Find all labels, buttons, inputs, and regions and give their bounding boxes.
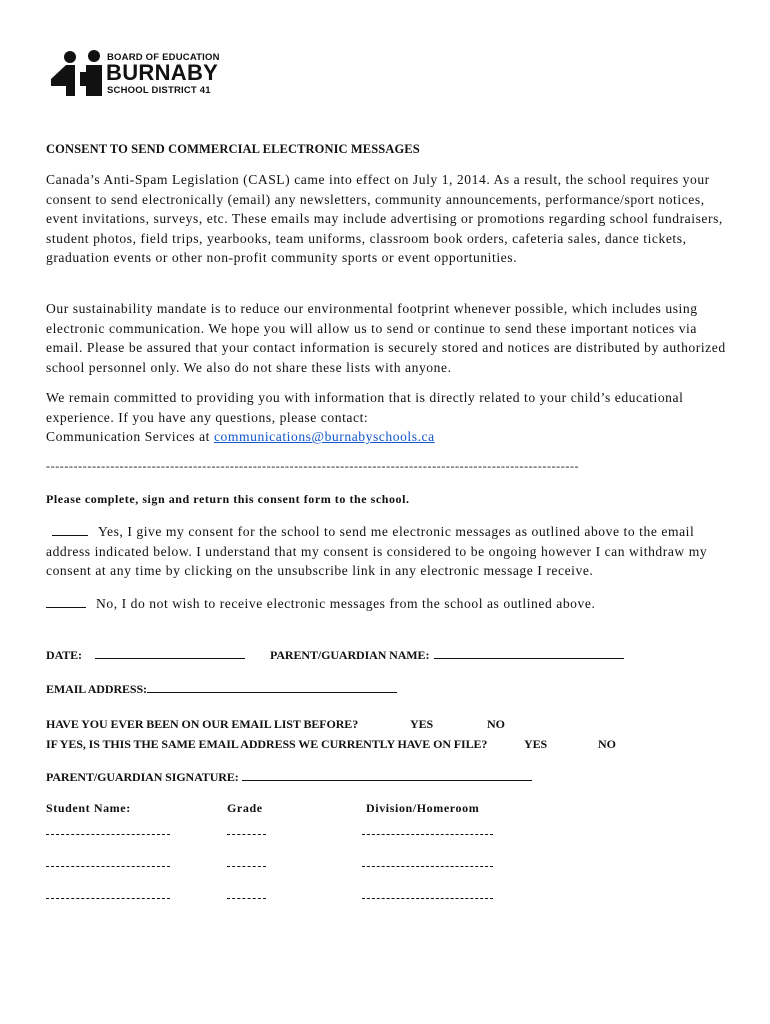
grade-line[interactable]: [227, 898, 266, 899]
date-field: [46, 648, 245, 663]
email-input-line[interactable]: [147, 682, 397, 693]
q1-no-option[interactable]: NO: [487, 717, 505, 731]
logo-board-text: BOARD OF EDUCATION: [107, 52, 220, 63]
consent-no-option: [46, 594, 736, 614]
page-title: CONSENT TO SEND COMMERCIAL ELECTRONIC MESSAGES: [46, 142, 420, 156]
division-line[interactable]: [362, 866, 493, 867]
signature-label: PARENT/GUARDIAN SIGNATURE:: [46, 770, 239, 784]
q2-yes-option[interactable]: YES: [524, 737, 548, 751]
paragraph-sustainability: Our sustainability mandate is to reduce our environmental footprint whenever possible, which includes using electronic communication. We hope you will allow us to send or continue to send these important notices via email. Please be assured that your contact information is securely stored and notices are distributed by authorized school personnel only. We also do not share these lists with anyone.: [46, 301, 726, 375]
division-line[interactable]: [362, 898, 493, 899]
logo-district-text: SCHOOL DISTRICT 41: [107, 85, 211, 96]
guardian-name-label: PARENT/GUARDIAN NAME:: [270, 648, 430, 662]
q2-no-option[interactable]: NO: [598, 737, 616, 751]
signature-field: [46, 770, 532, 785]
guardian-name-field: [270, 648, 624, 663]
paragraph-casl: Canada’s Anti-Spam Legislation (CASL) came into effect on July 1, 2014. As a result, the school requires your consent to send electronically (email) any newsletters, community announcements, performance/sport notices, event invitations, surveys, etc. These emails may include advertising or promotions regarding school fundraisers, student photos, field trips, yearbooks, team uniforms, classroom book orders, cafeteria sales, dance tickets, graduation events or other non-profit community sports or event opportunities.: [46, 172, 723, 265]
student-name-line[interactable]: [46, 898, 170, 899]
grade-line[interactable]: [227, 866, 266, 867]
student-name-line[interactable]: [46, 866, 170, 867]
date-label: DATE:: [46, 648, 82, 662]
paragraph-contact: [46, 388, 736, 447]
division-header: Division/Homeroom: [366, 801, 480, 815]
consent-yes-option: [46, 522, 736, 581]
consent-yes-blank[interactable]: [52, 523, 88, 536]
consent-no-blank[interactable]: [46, 595, 86, 608]
question-same-email: IF YES, IS THIS THE SAME EMAIL ADDRESS WE CURRENTLY HAVE ON FILE?: [46, 737, 488, 751]
paragraph-contact-text: We remain committed to providing you with information that is directly related to your child’s educational experience. If you have any questions, please contact:: [46, 390, 684, 425]
instruction-text: Please complete, sign and return this consent form to the school.: [46, 492, 410, 506]
logo-figures-icon: [50, 50, 106, 98]
contact-email-link[interactable]: communications@burnabyschools.ca: [213, 429, 435, 444]
grade-line[interactable]: [227, 834, 266, 835]
separator-line: --------------------------------------------------------------------------------------------------------------------: [46, 459, 580, 473]
question-email-list: HAVE YOU EVER BEEN ON OUR EMAIL LIST BEFORE?: [46, 717, 359, 731]
date-input-line[interactable]: [95, 648, 245, 659]
contact-prefix: Communication Services at: [46, 429, 214, 444]
consent-yes-text: Yes, I give my consent for the school to send me electronic messages as outlined above to the email address indicated below. I understand that my consent is considered to be ongoing however I can withdraw my consent at any time by clicking on the unsubscribe link in any electronic message I receive.: [46, 524, 708, 578]
q1-yes-option[interactable]: YES: [410, 717, 434, 731]
student-name-line[interactable]: [46, 834, 170, 835]
guardian-name-input-line[interactable]: [434, 648, 624, 659]
consent-no-text: No, I do not wish to receive electronic messages from the school as outlined above.: [96, 596, 596, 611]
division-line[interactable]: [362, 834, 493, 835]
email-field: [46, 682, 397, 697]
district-logo: [50, 50, 220, 100]
logo-burnaby-text: BURNABY: [106, 60, 219, 85]
email-label: EMAIL ADDRESS:: [46, 682, 147, 696]
signature-input-line[interactable]: [242, 770, 532, 781]
student-name-header: Student Name:: [46, 801, 131, 815]
grade-header: Grade: [227, 801, 263, 815]
